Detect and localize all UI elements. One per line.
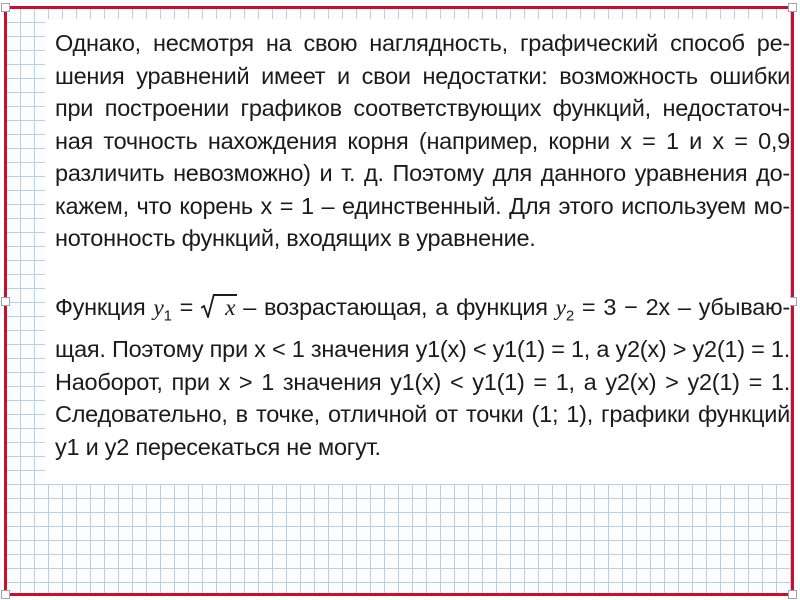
increasing-text: – возрастающая, а функция [235, 294, 556, 320]
frame-handle-top-left [1, 3, 10, 12]
y1-subscript: 1 [163, 307, 172, 325]
paragraph1-line-5: различить невозможно) и т. д. Поэтому для данного уравнения до- [55, 160, 790, 186]
frame-handle-bottom-right [788, 590, 797, 599]
paragraph2-line-4: Следовательно, в точке, отличной от точки (1; 1), графики функций [55, 401, 790, 428]
graph-paper-frame [4, 6, 794, 596]
paragraph1-line-7: нотонность функций, входящих в уравнение. [55, 225, 536, 251]
frame-handle-bottom-left [1, 590, 10, 599]
paragraph1-line-2: шения уравнений имеет и свои недостатки: возможность ошибки [55, 62, 790, 89]
paragraph-graphical-method [45, 27, 790, 255]
y2-subscript: 2 [565, 307, 574, 325]
text-panel [45, 19, 790, 484]
frame-handle-top-right [788, 3, 797, 12]
radical-sign-icon [201, 294, 215, 318]
paragraph2-line-5: y1 и y2 пересекаться не могут. [55, 433, 381, 460]
paragraph2-line-1 [45, 291, 790, 333]
decreasing-text: = 3 − 2x – убываю- [573, 294, 790, 320]
paragraph2-line-2: щая. Поэтому при x < 1 значения y1(x) < y1(1) = 1, а y2(x) > y2(1) = 1. [55, 336, 790, 363]
y2-variable: y [555, 295, 566, 321]
equals-sign: = [171, 294, 202, 320]
paragraph1-line-1: Однако, несмотря на свою наглядность, графический способ ре- [55, 30, 790, 56]
square-root-symbol [201, 291, 235, 325]
paragraph2-line-3: Наоборот, при x > 1 значения y1(x) < y1(1) = 1, а y2(x) > y2(1) = 1. [55, 368, 790, 395]
paragraph1-line-4: ная точность нахождения корня (например, корни x = 1 и x = 0,9 [55, 127, 790, 154]
radical-overbar [213, 294, 237, 296]
radicand-x: x [225, 295, 236, 321]
frame-handle-left-middle [1, 297, 10, 306]
paragraph1-line-6: кажем, что корень x = 1 – единственный. Для этого используем мо- [55, 192, 790, 219]
paragraph1-line-3: при построении графиков соответствующих функций, недостаточ- [55, 95, 790, 121]
y1-variable: y [153, 295, 164, 321]
function-word: Функция [55, 294, 154, 320]
paragraph-monotonic-functions [45, 291, 790, 463]
